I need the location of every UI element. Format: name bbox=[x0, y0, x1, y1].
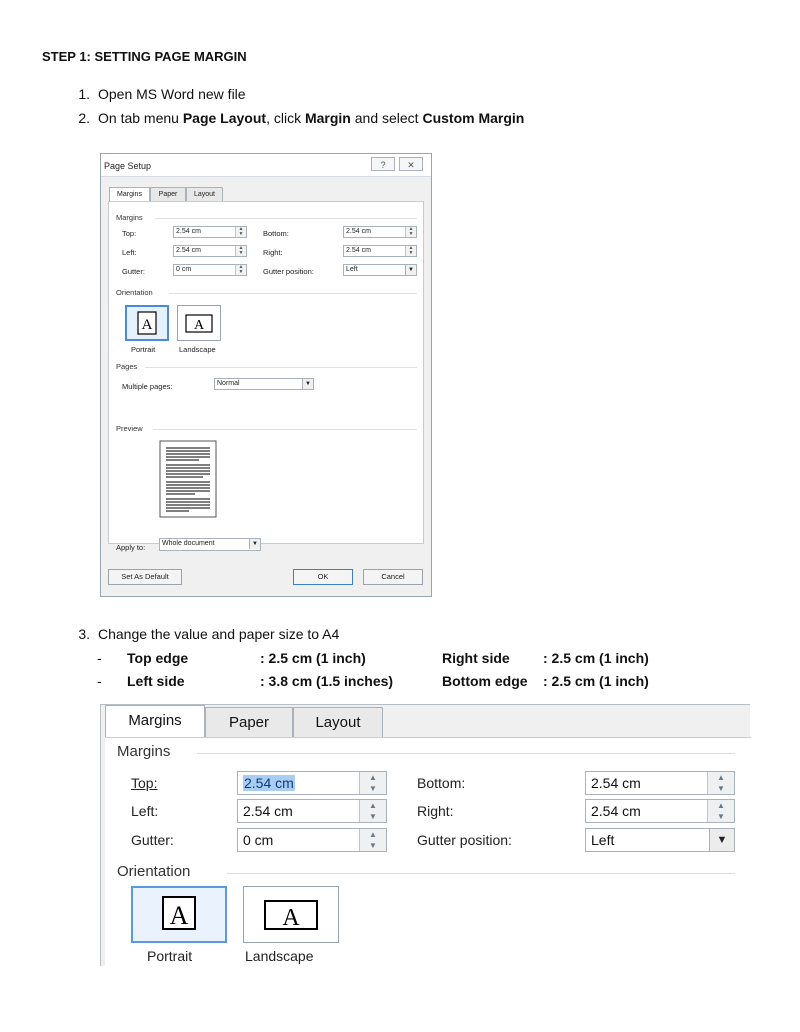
gutter-value: 0 cm bbox=[176, 266, 192, 273]
section-orientation: Orientation bbox=[117, 863, 191, 880]
right-value: 2.54 cm bbox=[346, 247, 371, 254]
section-orientation: Orientation bbox=[116, 288, 153, 297]
gutter-position-label: Gutter position: bbox=[417, 832, 512, 848]
bottom-label: Bottom: bbox=[263, 229, 289, 238]
divider bbox=[155, 218, 417, 219]
multiple-pages-select[interactable] bbox=[214, 378, 314, 390]
gutter-position-select[interactable] bbox=[343, 264, 417, 276]
cancel-button[interactable]: Cancel bbox=[363, 569, 423, 585]
tab-layout[interactable]: Layout bbox=[186, 187, 223, 201]
help-icon[interactable]: ? bbox=[371, 157, 395, 171]
svg-text:A: A bbox=[282, 905, 300, 931]
page-heading: STEP 1: SETTING PAGE MARGIN bbox=[42, 49, 247, 64]
right-label: Right: bbox=[417, 803, 454, 819]
spin-arrows-icon[interactable]: ▲ ▼ bbox=[405, 227, 416, 237]
margin-specs bbox=[97, 648, 717, 698]
portrait-label: Portrait bbox=[147, 948, 193, 964]
margins-panel bbox=[108, 201, 424, 552]
gutter-label: Gutter: bbox=[131, 832, 174, 848]
step-2-custom-margin: Custom Margin bbox=[422, 110, 525, 126]
gutter-position-value: Left bbox=[591, 832, 615, 848]
step-3-number: 3. bbox=[78, 626, 90, 642]
divider bbox=[197, 753, 735, 754]
page-preview-icon bbox=[159, 440, 219, 520]
divider bbox=[153, 429, 417, 430]
chevron-down-icon[interactable]: ▼ bbox=[249, 539, 260, 549]
right-value: 2.54 cm bbox=[591, 803, 641, 819]
svg-text:A: A bbox=[141, 317, 153, 333]
step-1-text: Open MS Word new file bbox=[98, 86, 246, 102]
top-label-text: Top: bbox=[131, 775, 158, 791]
spin-arrows-icon[interactable]: ▲ ▼ bbox=[235, 246, 246, 256]
top-label: Top: bbox=[122, 229, 137, 238]
right-input[interactable] bbox=[343, 245, 417, 257]
apply-to-select[interactable] bbox=[159, 538, 261, 551]
bottom-value: 2.54 cm bbox=[591, 775, 641, 791]
spec-right-side-label: Right side bbox=[442, 650, 510, 666]
section-preview: Preview bbox=[116, 424, 143, 433]
multiple-pages-value: Normal bbox=[217, 380, 240, 387]
chevron-down-icon[interactable]: ▼ bbox=[302, 379, 313, 389]
divider bbox=[145, 367, 417, 368]
top-value: 2.54 cm bbox=[244, 775, 294, 791]
spec-bottom-edge-value: : 2.5 cm (1 inch) bbox=[543, 673, 649, 689]
left-label: Left: bbox=[122, 248, 137, 257]
tab-margins[interactable]: Margins bbox=[105, 705, 205, 738]
step-2-page-layout: Page Layout bbox=[182, 110, 267, 126]
spec-left-side-label: Left side bbox=[127, 673, 185, 689]
tab-layout[interactable]: Layout bbox=[293, 707, 383, 737]
set-as-default-button[interactable]: Set As Default bbox=[108, 569, 182, 585]
right-input[interactable] bbox=[585, 799, 735, 823]
left-label: Left: bbox=[131, 803, 159, 819]
gutter-position-select[interactable] bbox=[585, 828, 735, 852]
gutter-label: Gutter: bbox=[122, 267, 145, 276]
landscape-icon bbox=[244, 887, 338, 942]
spec-left-side-value: : 3.8 cm (1.5 inches) bbox=[260, 673, 394, 689]
right-label: Right: bbox=[263, 248, 283, 257]
portrait-label: Portrait bbox=[131, 345, 156, 354]
step-3-text: Change the value and paper size to A4 bbox=[98, 626, 340, 642]
tab-paper[interactable]: Paper bbox=[205, 707, 293, 737]
spec-top-edge-label: Top edge bbox=[127, 650, 189, 666]
spin-arrows-icon[interactable]: ▲ ▼ bbox=[405, 246, 416, 256]
gutter-position-label: Gutter position: bbox=[263, 267, 314, 276]
portrait-button[interactable] bbox=[125, 305, 169, 341]
top-label bbox=[131, 775, 157, 791]
divider bbox=[169, 293, 417, 294]
left-input[interactable] bbox=[173, 245, 247, 257]
portrait-icon bbox=[127, 307, 167, 339]
apply-to-label: Apply to: bbox=[116, 543, 146, 552]
landscape-label: Landscape bbox=[245, 948, 314, 964]
spec-bottom-edge-label: Bottom edge bbox=[442, 673, 528, 689]
spin-arrows-icon[interactable]: ▲ ▼ bbox=[235, 265, 246, 275]
gutter-input[interactable] bbox=[173, 264, 247, 276]
gutter-position-value: Left bbox=[346, 266, 358, 273]
dialog-title: Page Setup bbox=[104, 161, 152, 171]
chevron-down-icon[interactable]: ▼ bbox=[709, 829, 734, 851]
tab-margins[interactable]: Margins bbox=[109, 187, 150, 202]
top-input[interactable] bbox=[237, 771, 387, 795]
spin-arrows-icon[interactable]: ▲ ▼ bbox=[359, 772, 386, 794]
step-2-margin: Margin bbox=[304, 110, 351, 126]
section-margins: Margins bbox=[116, 213, 143, 222]
multiple-pages-label: Multiple pages: bbox=[122, 382, 173, 391]
spin-arrows-icon[interactable]: ▲ ▼ bbox=[359, 800, 386, 822]
ok-button[interactable]: OK bbox=[293, 569, 353, 585]
step-2-pre: On tab menu bbox=[98, 110, 183, 126]
spin-arrows-icon[interactable]: ▲ ▼ bbox=[707, 772, 734, 794]
step-2-number: 2. bbox=[78, 110, 90, 126]
page-setup-dialog-small bbox=[100, 153, 432, 597]
svg-text:A: A bbox=[169, 901, 189, 930]
spec-dash: - bbox=[97, 650, 102, 666]
bottom-label: Bottom: bbox=[417, 775, 466, 791]
portrait-icon bbox=[133, 888, 225, 941]
gutter-value: 0 cm bbox=[243, 832, 274, 848]
gutter-input[interactable] bbox=[237, 828, 387, 852]
dialog-titlebar bbox=[101, 154, 431, 177]
landscape-icon bbox=[178, 306, 220, 340]
apply-to-value: Whole document bbox=[162, 540, 215, 547]
portrait-button[interactable] bbox=[131, 886, 227, 943]
page-setup-dialog-zoomed bbox=[100, 704, 750, 966]
left-value: 2.54 cm bbox=[176, 247, 201, 254]
landscape-label: Landscape bbox=[179, 345, 216, 354]
margins-panel bbox=[105, 737, 751, 967]
step-2-mid2: and select bbox=[350, 110, 423, 126]
left-value: 2.54 cm bbox=[243, 803, 293, 819]
spec-right-side-value: : 2.5 cm (1 inch) bbox=[543, 650, 649, 666]
svg-text:A: A bbox=[193, 318, 205, 333]
divider bbox=[227, 873, 735, 874]
spin-arrows-icon[interactable]: ▲ ▼ bbox=[707, 800, 734, 822]
spec-top-edge-value: : 2.5 cm (1 inch) bbox=[260, 650, 366, 666]
section-margins: Margins bbox=[117, 743, 171, 760]
top-value: 2.54 cm bbox=[176, 228, 201, 235]
spin-arrows-icon[interactable]: ▲ ▼ bbox=[359, 829, 386, 851]
bottom-value: 2.54 cm bbox=[346, 228, 371, 235]
step-1-number: 1. bbox=[78, 86, 90, 102]
section-pages: Pages bbox=[116, 362, 138, 371]
top-input[interactable] bbox=[173, 226, 247, 238]
chevron-down-icon[interactable]: ▼ bbox=[405, 265, 416, 275]
left-input[interactable] bbox=[237, 799, 387, 823]
spin-arrows-icon[interactable]: ▲ ▼ bbox=[235, 227, 246, 237]
tab-paper[interactable]: Paper bbox=[150, 187, 186, 201]
spec-dash: - bbox=[97, 673, 102, 689]
step-2-mid1: , click bbox=[266, 110, 305, 126]
landscape-button[interactable] bbox=[243, 886, 339, 943]
bottom-input[interactable] bbox=[585, 771, 735, 795]
close-icon[interactable]: ✕ bbox=[399, 157, 423, 171]
step-2-text bbox=[98, 110, 524, 126]
bottom-input[interactable] bbox=[343, 226, 417, 238]
landscape-button[interactable] bbox=[177, 305, 221, 341]
